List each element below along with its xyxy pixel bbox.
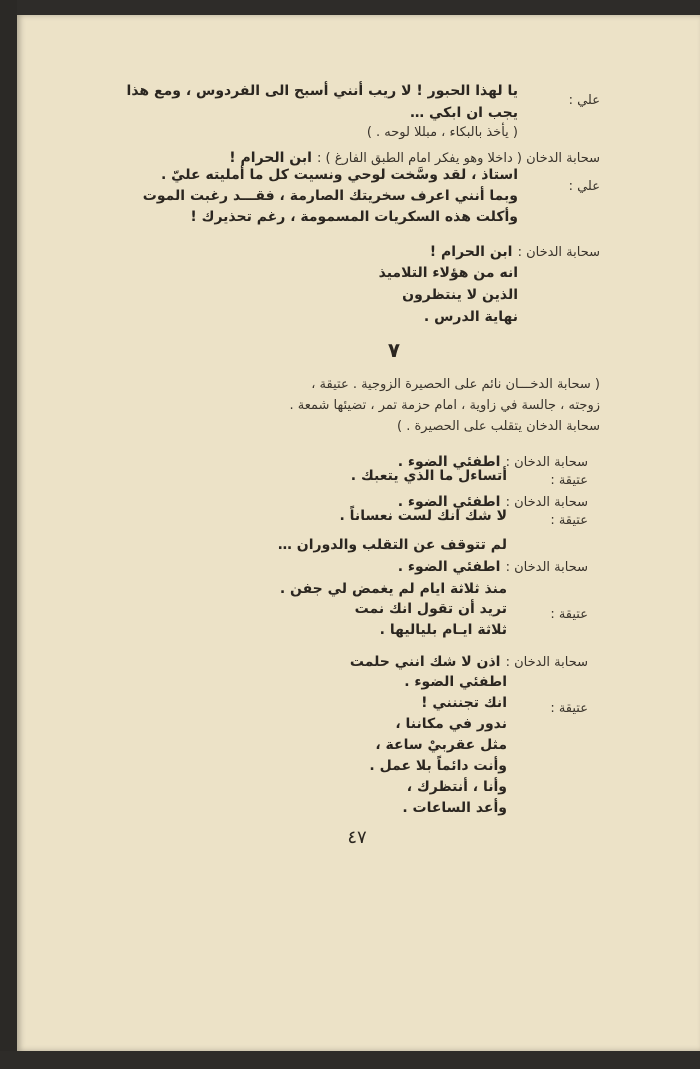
scene-number: ٧ xyxy=(387,338,401,362)
speaker-ateeqa: عتيقة : xyxy=(550,473,588,488)
dialogue-line: انك تجننني ! xyxy=(421,695,507,711)
stage-direction: ( سحابة الدخـــان نائم على الحصيرة الزوجية . عتيقة ، xyxy=(311,377,600,392)
stage-direction: سحابة الدخان يتقلب على الحصيرة . ) xyxy=(397,419,600,434)
dialogue-line: وأنت دائماً بلا عمل . xyxy=(369,758,507,774)
dialogue-line: سحابة الدخان : اطفئي الضوء . xyxy=(397,494,588,510)
page-number: ٤٧ xyxy=(347,827,367,848)
dialogue-line: وبما أنني اعرف سخريتك الصارمة ، فقـــد رغبت الموت xyxy=(142,188,518,204)
dialogue-line: الذين لا ينتظرون xyxy=(402,287,518,303)
scan-border-bottom xyxy=(0,1051,700,1069)
dialogue-line: ثلاثة ايـام بلياليها . xyxy=(379,622,507,638)
speaker-ateeqa: عتيقة : xyxy=(550,701,588,716)
speaker-ateeqa: عتيقة : xyxy=(550,607,588,622)
dialogue-line: سحابة الدخان : ابن الحرام ! xyxy=(429,244,600,260)
dialogue-line: وأعد الساعات . xyxy=(402,800,507,816)
stage-direction: زوجته ، جالسة في زاوية ، امام حزمة تمر ، تضيئها شمعة . xyxy=(289,398,600,413)
dialogue-line: مثل عقربيْ ساعة ، xyxy=(375,737,507,753)
dialogue-line: أتساءل ما الذي يتعبك . xyxy=(350,468,507,484)
dialogue-line: سحابة الدخان : اطفئي الضوء . xyxy=(397,559,588,575)
dialogue-line: تريد أن تقول انك نمت xyxy=(354,601,507,617)
dialogue-line: منذ ثلاثة ايام لم يغمض لي جفن . xyxy=(279,581,507,597)
dialogue-line: لم تتوقف عن التقلب والدوران … xyxy=(277,537,507,553)
speaker-ali: علي : xyxy=(568,179,600,194)
book-page xyxy=(17,15,700,1051)
dialogue-line: وأكلت هذه السكريات المسمومة ، رغم تحذيرك ! xyxy=(190,209,518,225)
dialogue-line: ندور في مكاننا ، xyxy=(395,716,507,732)
dialogue-line: سحابة الدخان : اطفئي الضوء . xyxy=(397,454,588,470)
dialogue-line: يا لهذا الحبور ! لا ريب أنني أسبح الى الفردوس ، ومع هذا xyxy=(126,83,518,99)
scan-border-left xyxy=(0,0,17,1069)
dialogue-line: انه من هؤلاء التلاميذ xyxy=(378,265,518,281)
dialogue-line: استاذ ، لقد وسَّخت لوحي ونسيت كل ما أمليته عليّ . xyxy=(160,167,518,183)
dialogue-line: يجب ان ابكي … xyxy=(410,105,518,121)
speaker-ateeqa: عتيقة : xyxy=(550,513,588,528)
dialogue-line: اطفئي الضوء . xyxy=(404,674,507,690)
stage-direction: ( يأخذ بالبكاء ، مبللا لوحه . ) xyxy=(366,125,518,140)
dialogue-line: سحابة الدخان : اذن لا شك انني حلمت xyxy=(349,654,588,670)
dialogue-line: سحابة الدخان ( داخلا وهو يفكر امام الطبق الفارغ ) : ابن الحرام ! xyxy=(229,150,600,166)
scan-border-top xyxy=(0,0,700,15)
dialogue-line: نهاية الدرس . xyxy=(423,309,518,325)
dialogue-line: وأنا ، أنتظرك ، xyxy=(406,779,507,795)
dialogue-line: لا شك انك لست نعساناً . xyxy=(339,508,507,524)
speaker-ali: علي : xyxy=(568,93,600,108)
